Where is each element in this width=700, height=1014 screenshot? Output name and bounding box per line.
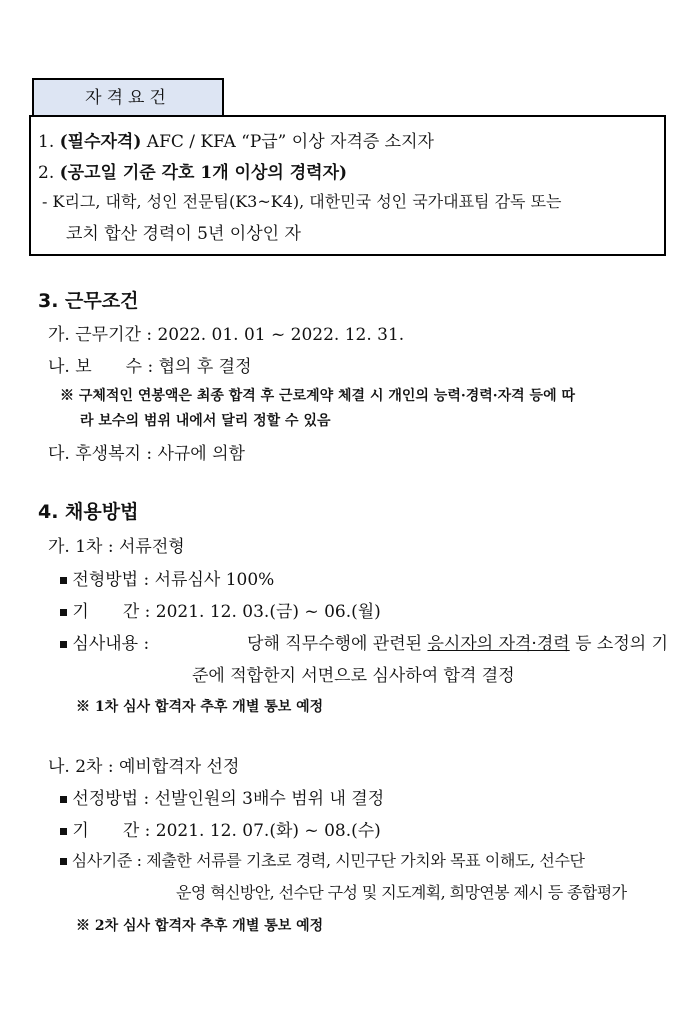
bullet-square-icon bbox=[60, 609, 67, 616]
section-3-title: 3. 근무조건 bbox=[38, 290, 139, 312]
stage-2-heading: 나. 2차 : 예비합격자 선정 bbox=[48, 757, 240, 777]
stage-1-content bbox=[60, 629, 668, 654]
qualification-line-1-prefix: 1. bbox=[38, 132, 60, 152]
stage-2-period bbox=[60, 816, 381, 841]
stage-2-criteria-line-2: 운영 혁신방안, 선수단 구성 및 지도계획, 희망연봉 제시 등 종합평가 bbox=[176, 883, 627, 902]
qualifications-tab: 자격요건 bbox=[32, 78, 224, 116]
qualification-line-4: 코치 합산 경력이 5년 이상인 자 bbox=[66, 224, 301, 244]
experience-qualification-label: (공고일 기준 각호 1개 이상의 경력자) bbox=[59, 163, 348, 183]
welfare: 다. 후생복지 : 사규에 의함 bbox=[48, 444, 245, 464]
stage-2-criteria-text: 심사기준 : 제출한 서류를 기초로 경력, 시민구단 가치와 목표 이해도, 선수단 bbox=[71, 851, 585, 870]
bullet-square-icon bbox=[60, 577, 67, 584]
bullet-square-icon bbox=[60, 641, 67, 648]
stage-1-method bbox=[60, 565, 274, 590]
qualification-line-2-prefix: 2. bbox=[38, 163, 60, 183]
stage-1-heading: 가. 1차 : 서류전형 bbox=[48, 537, 185, 557]
stage-1-content-line-2: 준에 적합한지 서면으로 심사하여 합격 결정 bbox=[192, 666, 515, 686]
stage-2-note: ※ 2차 심사 합격자 추후 개별 통보 예정 bbox=[76, 918, 324, 934]
bullet-square-icon bbox=[60, 858, 67, 865]
salary-note-line-2: 라 보수의 범위 내에서 달리 정할 수 있음 bbox=[80, 413, 331, 429]
work-period: 가. 근무기간 : 2022. 01. 01 ~ 2022. 12. 31. bbox=[48, 325, 405, 345]
qualification-line-1 bbox=[38, 127, 434, 152]
stage-1-method-text: 전형방법 : 서류심사 100% bbox=[72, 570, 275, 590]
section-4-title: 4. 채용방법 bbox=[38, 501, 139, 523]
stage-2-period-text: 기 간 : 2021. 12. 07.(화) ~ 08.(수) bbox=[72, 821, 381, 841]
bullet-square-icon bbox=[60, 796, 67, 803]
salary-note-line-1: ※ 구체적인 연봉액은 최종 합격 후 근로계약 체결 시 개인의 능력·경력·자격 등에 따 bbox=[60, 388, 576, 404]
stage-1-note: ※ 1차 심사 합격자 추후 개별 통보 예정 bbox=[76, 699, 324, 715]
salary: 나. 보 수 : 협의 후 결정 bbox=[48, 357, 252, 377]
stage-1-period-text: 기 간 : 2021. 12. 03.(금) ~ 06.(월) bbox=[72, 602, 381, 622]
stage-1-period bbox=[60, 597, 381, 622]
content-label-text: 심사내용 : bbox=[72, 634, 150, 654]
qualification-line-1-text: AFC / KFA “P급” 이상 자격증 소지자 bbox=[141, 132, 434, 152]
content-post-text: 등 소정의 기 bbox=[569, 634, 668, 654]
stage-2-criteria bbox=[60, 848, 672, 871]
stage-2-method-text: 선정방법 : 선발인원의 3배수 범위 내 결정 bbox=[72, 789, 385, 809]
content-pre-text: 당해 직무수행에 관련된 bbox=[247, 634, 428, 654]
stage-1-content-body bbox=[247, 629, 668, 654]
stage-1-content-label bbox=[60, 629, 149, 654]
qualification-line-3: - K리그, 대학, 성인 전문팀(K3~K4), 대한민국 성인 국가대표팀 감독 또는 bbox=[42, 192, 562, 211]
bullet-square-icon bbox=[60, 828, 67, 835]
underlined-qualification-text: 응시자의 자격·경력 bbox=[427, 634, 570, 654]
required-qualification-label: (필수자격) bbox=[59, 132, 142, 152]
qualification-line-2 bbox=[38, 158, 347, 183]
stage-2-method bbox=[60, 784, 384, 809]
